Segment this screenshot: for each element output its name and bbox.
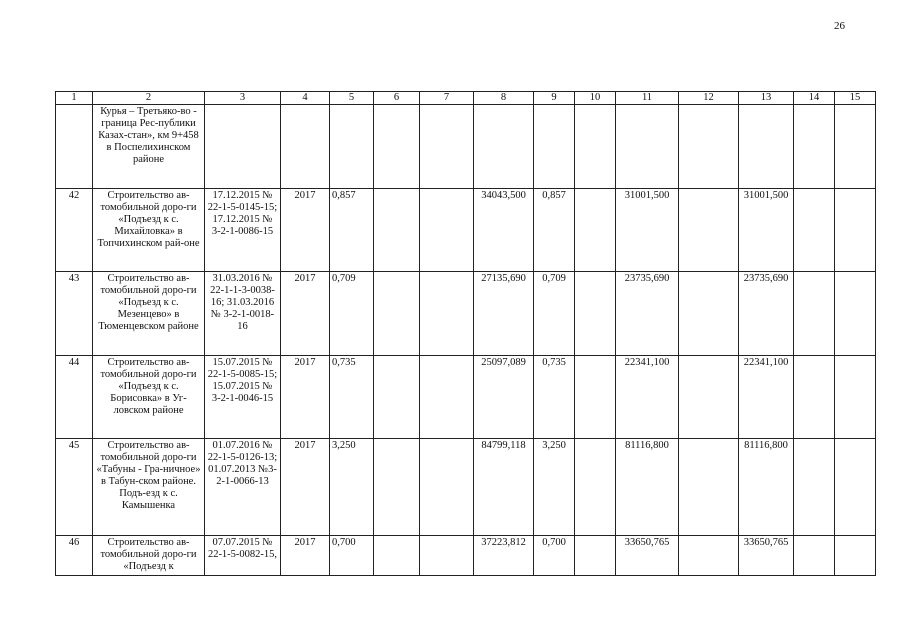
amount-total-cell: 31001,500 <box>739 189 794 272</box>
length-km-cell: 3,250 <box>534 439 575 536</box>
empty-cell <box>794 439 835 536</box>
object-name-cell: Строительство ав-томобильной доро-ги «Табуны - Гра-ничное» в Табун-ском районе. Подъ-езд к с. Камышенка <box>93 439 205 536</box>
page-number: 26 <box>834 20 845 32</box>
cost-cell: 25097,089 <box>474 356 534 439</box>
empty-cell <box>420 356 474 439</box>
amount-total-cell: 23735,690 <box>739 272 794 356</box>
empty-cell <box>794 272 835 356</box>
column-header: 11 <box>616 92 679 105</box>
cost-cell <box>474 105 534 189</box>
amount-total-cell: 33650,765 <box>739 536 794 576</box>
length-cell <box>330 105 374 189</box>
empty-cell <box>835 105 876 189</box>
empty-cell <box>374 439 420 536</box>
empty-cell <box>575 272 616 356</box>
empty-cell <box>420 272 474 356</box>
row-number-cell: 43 <box>56 272 93 356</box>
length-cell: 0,700 <box>330 536 374 576</box>
column-header: 13 <box>739 92 794 105</box>
column-header: 1 <box>56 92 93 105</box>
column-header: 2 <box>93 92 205 105</box>
empty-cell <box>420 189 474 272</box>
amount-cell: 31001,500 <box>616 189 679 272</box>
column-header: 7 <box>420 92 474 105</box>
amount-cell: 22341,100 <box>616 356 679 439</box>
empty-cell <box>374 536 420 576</box>
column-header: 12 <box>679 92 739 105</box>
cost-cell: 27135,690 <box>474 272 534 356</box>
column-header: 15 <box>835 92 876 105</box>
row-number-cell: 42 <box>56 189 93 272</box>
table-row <box>56 189 876 272</box>
length-cell: 0,735 <box>330 356 374 439</box>
document-cell: 31.03.2016 № 22-1-1-3-0038-16; 31.03.2016 № 3-2-1-0018-16 <box>205 272 281 356</box>
empty-cell <box>420 105 474 189</box>
empty-cell <box>835 536 876 576</box>
empty-cell <box>575 536 616 576</box>
row-number-cell: 44 <box>56 356 93 439</box>
row-number-cell: 45 <box>56 439 93 536</box>
object-name-cell: Строительство ав-томобильной доро-ги «Подъезд к с. Борисовка» в Уг-ловском районе <box>93 356 205 439</box>
empty-cell <box>794 356 835 439</box>
document-cell: 07.07.2015 № 22-1-5-0082-15, <box>205 536 281 576</box>
object-name-cell: Строительство ав-томобильной доро-ги «Подъезд к <box>93 536 205 576</box>
empty-cell <box>420 439 474 536</box>
empty-cell <box>835 439 876 536</box>
amount-total-cell <box>739 105 794 189</box>
amount-cell: 81116,800 <box>616 439 679 536</box>
empty-cell <box>794 105 835 189</box>
amount-total-cell: 81116,800 <box>739 439 794 536</box>
year-cell: 2017 <box>281 272 330 356</box>
length-cell: 0,709 <box>330 272 374 356</box>
empty-cell <box>575 439 616 536</box>
column-header: 8 <box>474 92 534 105</box>
empty-cell <box>835 189 876 272</box>
table-row <box>56 105 876 189</box>
empty-cell <box>679 356 739 439</box>
year-cell: 2017 <box>281 189 330 272</box>
empty-cell <box>679 272 739 356</box>
empty-cell <box>575 356 616 439</box>
document-cell <box>205 105 281 189</box>
amount-cell: 33650,765 <box>616 536 679 576</box>
column-header: 14 <box>794 92 835 105</box>
column-header: 3 <box>205 92 281 105</box>
empty-cell <box>835 356 876 439</box>
year-cell: 2017 <box>281 439 330 536</box>
document-cell: 15.07.2015 № 22-1-5-0085-15; 15.07.2015 № 3-2-1-0046-15 <box>205 356 281 439</box>
length-km-cell: 0,735 <box>534 356 575 439</box>
length-km-cell: 0,709 <box>534 272 575 356</box>
cost-cell: 37223,812 <box>474 536 534 576</box>
empty-cell <box>679 439 739 536</box>
document-cell: 17.12.2015 № 22-1-5-0145-15; 17.12.2015 № 3-2-1-0086-15 <box>205 189 281 272</box>
data-table <box>55 91 876 576</box>
column-header: 4 <box>281 92 330 105</box>
object-name-cell: Курья – Третьяко-во - граница Рес-публики Казах-стан», км 9+458 в Поспелихинском районе <box>93 105 205 189</box>
empty-cell <box>679 536 739 576</box>
empty-cell <box>374 356 420 439</box>
amount-cell <box>616 105 679 189</box>
row-number-cell <box>56 105 93 189</box>
empty-cell <box>374 189 420 272</box>
empty-cell <box>575 105 616 189</box>
length-cell: 0,857 <box>330 189 374 272</box>
column-header: 6 <box>374 92 420 105</box>
cost-cell: 84799,118 <box>474 439 534 536</box>
empty-cell <box>374 272 420 356</box>
length-cell: 3,250 <box>330 439 374 536</box>
table-row <box>56 356 876 439</box>
length-km-cell <box>534 105 575 189</box>
object-name-cell: Строительство ав-томобильной доро-ги «Подъезд к с. Мезенцево» в Тюменцевском районе <box>93 272 205 356</box>
header-row <box>56 92 876 105</box>
length-km-cell: 0,857 <box>534 189 575 272</box>
row-number-cell: 46 <box>56 536 93 576</box>
empty-cell <box>835 272 876 356</box>
empty-cell <box>679 105 739 189</box>
table-row <box>56 536 876 576</box>
column-header: 9 <box>534 92 575 105</box>
empty-cell <box>575 189 616 272</box>
year-cell <box>281 105 330 189</box>
empty-cell <box>794 189 835 272</box>
empty-cell <box>679 189 739 272</box>
amount-cell: 23735,690 <box>616 272 679 356</box>
cost-cell: 34043,500 <box>474 189 534 272</box>
amount-total-cell: 22341,100 <box>739 356 794 439</box>
empty-cell <box>794 536 835 576</box>
empty-cell <box>420 536 474 576</box>
column-header: 10 <box>575 92 616 105</box>
document-cell: 01.07.2016 № 22-1-5-0126-13; 01.07.2013 №3-2-1-0066-13 <box>205 439 281 536</box>
object-name-cell: Строительство ав-томобильной доро-ги «Подъезд к с. Михайловка» в Топчихинском рай-оне <box>93 189 205 272</box>
table-row <box>56 439 876 536</box>
column-header: 5 <box>330 92 374 105</box>
table-row <box>56 272 876 356</box>
year-cell: 2017 <box>281 536 330 576</box>
year-cell: 2017 <box>281 356 330 439</box>
empty-cell <box>374 105 420 189</box>
length-km-cell: 0,700 <box>534 536 575 576</box>
